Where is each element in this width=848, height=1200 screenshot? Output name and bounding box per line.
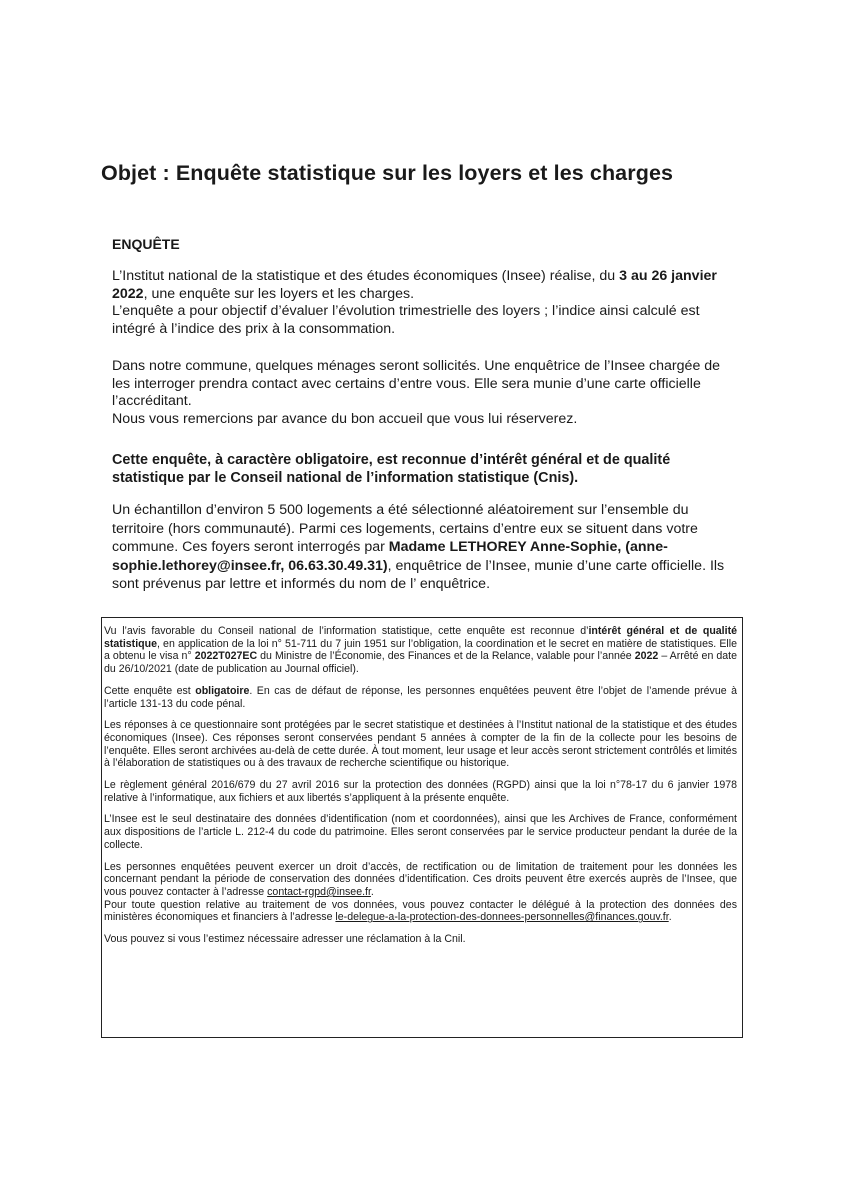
commune-paragraph: Dans notre commune, quelques ménages seront sollicités. Une enquêtrice de l’Insee chargée de les interroger prendra contact avec certains d’entre vous. Elle sera munie d’une carte officielle l’accréditant. Nous vous remercions par avance du bon accueil que vous lui réserverez.: [112, 358, 721, 427]
document-title: Objet : Enquête statistique sur les loyers et les charges: [101, 161, 674, 185]
sample-paragraph: Un échantillon d’environ 5 500 logements a été sélectionné aléatoirement sur l’ensemble du territoire (hors communauté). Parmi ces logements, certains d’entre eux se situent dans votre commune. Ces foyers seront interrogés par Madame LETHOREY Anne-Sophie, (anne-sophie.lethorey@insee.fr, 06.63.30.49.31), enquêtrice de l’Insee, munie d’une carte officielle. Ils sont prévenus par lettre et informés du nom de l’ enquêtrice.: [112, 502, 725, 592]
visa-number: 2022T027EC: [194, 650, 258, 663]
dpo-email-link[interactable]: le-delegue-a-la-protection-des-donnees-personnelles@finances.gouv.fr: [335, 911, 669, 924]
intro-paragraph: L’Institut national de la statistique et des études économiques (Insee) réalise, du 3 au 26 janvier 2022, une enquête sur les loyers et les charges. L’enquête a pour objectif d’évaluer l’évolution trimestrielle des loyers ; l’indice ainsi calculé est intégré à l’indice des prix à la consommation.: [112, 268, 717, 337]
legal-obligation-paragraph: Cette enquête est obligatoire. En cas de défaut de réponse, les personnes enquêtées peuvent être l’objet de l’amende prévue à l’article 131-13 du code pénal.: [104, 684, 737, 710]
section-heading: ENQUÊTE: [112, 236, 180, 252]
legal-visa-paragraph: Vu l’avis favorable du Conseil national de l’information statistique, cette enquête est reconnue d’intérêt général et de qualité statistique, en application de la loi n° 51-711 du 7 juin 1951 sur l’obligation, la coordination et le secret en matière de statistiques. Elle a obtenu le visa n° 2022T027EC du Ministre de l’Économie, des Finances et de la Relance, valable pour l’année 2022 – Arrêté en date du 26/10/2021 (date de publication au Journal officiel).: [104, 625, 737, 676]
survey-dates: 3 au 26 janvier 2022: [112, 268, 717, 302]
legal-notice-box: [101, 617, 743, 1038]
mandatory-notice: Cette enquête, à caractère obligatoire, est reconnue d’intérêt général et de qualité statistique par le Conseil national de l’information statistique (Cnis).: [112, 452, 671, 486]
legal-secrecy-paragraph: Les réponses à ce questionnaire sont protégées par le secret statistique et destinées à l’Institut national de la statistique et des études économiques (Insee). Ces réponses seront conservées pendant 5 années à compter de la fin de la collecte pour les besoins de l’enquête. Elles seront archivées au-delà de cette durée. À tout moment, leur usage et leur accès seront strictement contrôlés et limités à l’élaboration de statistiques ou à des travaux de recherche scientifique ou historique.: [104, 719, 737, 770]
contact-rgpd-link[interactable]: contact-rgpd@insee.fr: [267, 885, 371, 898]
legal-rights-paragraph: Les personnes enquêtées peuvent exercer un droit d’accès, de rectification ou de limitation de traitement pour les données les concernant pendant la période de conservation des données d’identification. Ces droits peuvent être exercés auprès de l’Insee, que vous pouvez contacter à l’adresse contact-rgpd@insee.fr. Pour toute question relative au traitement de vos données, vous pouvez contacter le délégué à la protection des données des ministères économiques et financiers à l’adresse le-delegue-a-la-protection-des-donnees-personnelles@finances.gouv.fr.: [104, 860, 737, 924]
legal-rgpd-paragraph: Le règlement général 2016/679 du 27 avril 2016 sur la protection des données (RGPD) ainsi que la loi n°78-17 du 6 janvier 1978 relative à l’informatique, aux fichiers et aux libertés s’appliquent à la présente enquête.: [104, 779, 737, 804]
interviewer-contact: Madame LETHOREY Anne-Sophie, (anne-sophie.lethorey@insee.fr, 06.63.30.49.31): [112, 539, 668, 574]
legal-cnil-paragraph: Vous pouvez si vous l’estimez nécessaire adresser une réclamation à la Cnil.: [104, 933, 466, 946]
legal-recipient-paragraph: L’Insee est le seul destinataire des données d’identification (nom et coordonnées), ainsi que les Archives de France, conformément aux dispositions de l’article L. 212-4 du code du patrimoine. Elles seront conservées par le service producteur pendant la durée de la collecte.: [104, 813, 737, 851]
